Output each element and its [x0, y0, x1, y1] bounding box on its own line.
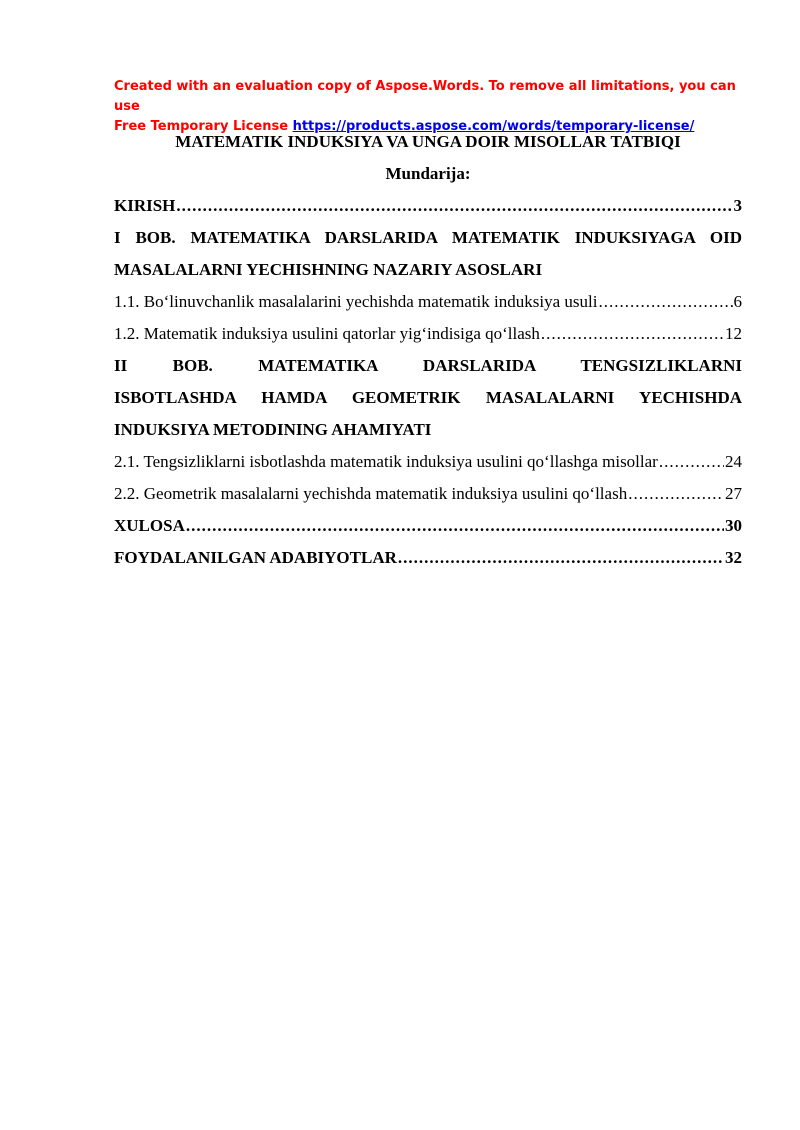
- toc-entry-page: 32: [725, 548, 742, 567]
- toc-entry-conclusion[interactable]: [114, 510, 742, 542]
- toc-chapter1-line1[interactable]: I BOB. MATEMATIKA DARSLARIDA MATEMATIK INDUKSIYAGA OID: [114, 228, 742, 247]
- table-of-contents: [114, 126, 742, 574]
- toc-dot-leader: [398, 542, 724, 574]
- toc-dot-leader: [659, 446, 724, 478]
- toc-entry-page: 12: [725, 324, 742, 343]
- toc-entry-label: 2.2. Geometrik masalalarni yechishda matematik induksiya usulini qo‘llash: [114, 484, 628, 503]
- toc-entry-1-2[interactable]: [114, 318, 742, 350]
- toc-entry-references[interactable]: [114, 542, 742, 574]
- toc-entry-page: 24: [725, 452, 742, 471]
- toc-entry-label: 1.1. Bo‘linuvchanlik masalalarini yechishda matematik induksiya usuli: [114, 292, 598, 311]
- document-title: MATEMATIK INDUKSIYA VA UNGA DOIR MISOLLAR TATBIQI: [175, 132, 681, 151]
- watermark-line-1: Created with an evaluation copy of Aspose.Words. To remove all limitations, you can use: [114, 79, 736, 114]
- toc-entry-label: 1.2. Matematik induksiya usulini qatorlar yig‘indisiga qo‘llash: [114, 324, 540, 343]
- toc-entry-2-1[interactable]: [114, 446, 742, 478]
- toc-entry-page: 6: [733, 292, 742, 311]
- temporary-license-link[interactable]: https://products.aspose.com/words/temporary-license/: [292, 119, 695, 134]
- toc-chapter2-line2[interactable]: ISBOTLASHDA HAMDA GEOMETRIK MASALALARNI YECHISHDA: [114, 388, 742, 407]
- toc-entry-label: FOYDALANILGAN ADABIYOTLAR: [114, 548, 397, 567]
- toc-entry-page: 3: [733, 196, 742, 215]
- toc-entry-page: 30: [725, 516, 742, 535]
- toc-dot-leader: [541, 318, 724, 350]
- toc-entry-intro[interactable]: [114, 190, 742, 222]
- watermark-license-text: Free Temporary License: [114, 119, 293, 134]
- toc-chapter2-line3[interactable]: INDUKSIYA METODINING AHAMIYATI: [114, 420, 432, 439]
- toc-entry-page: 27: [725, 484, 742, 503]
- toc-entry-label: 2.1. Tengsizliklarni isbotlashda matematik induksiya usulini qo‘llashga misollar: [114, 452, 658, 471]
- toc-dot-leader: [598, 286, 732, 318]
- toc-chapter1-line2[interactable]: MASALALARNI YECHISHNING NAZARIY ASOSLARI: [114, 260, 543, 279]
- toc-entry-2-2[interactable]: [114, 478, 742, 510]
- toc-dot-leader: [628, 478, 724, 510]
- toc-entry-label: KIRISH: [114, 196, 176, 215]
- toc-dot-leader: [176, 190, 732, 222]
- toc-dot-leader: [186, 510, 724, 542]
- toc-entry-label: XULOSA: [114, 516, 185, 535]
- toc-chapter2-line1[interactable]: II BOB. MATEMATIKA DARSLARIDA TENGSIZLIKLARNI: [114, 356, 742, 375]
- toc-entry-1-1[interactable]: [114, 286, 742, 318]
- contents-heading: Mundarija:: [385, 164, 471, 183]
